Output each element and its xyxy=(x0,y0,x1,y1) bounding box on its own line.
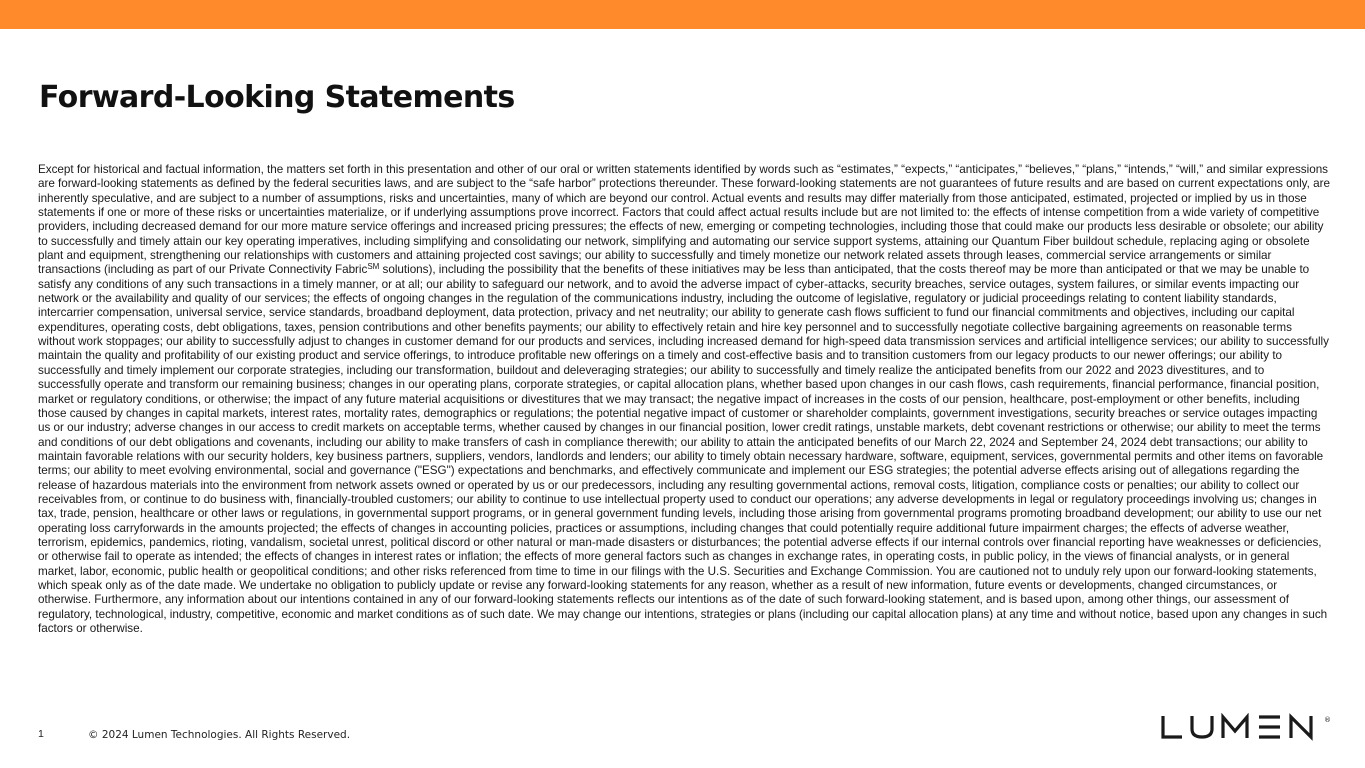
top-accent-bar xyxy=(0,0,1365,29)
logo-letter-m xyxy=(1223,717,1247,738)
logo-letter-n xyxy=(1291,716,1311,738)
body-text-part-1: Except for historical and factual information, the matters set forth in this presentation and other of our oral or written statements identified by words such as “estimates,” “expects,” “anticipates,” “believes,” “plans,” “intends,” “will,” and similar expressions are forward-looking statements as defined by the federal securities laws, and are subject to the “safe harbor” protections thereunder. These forward-looking statements are not guarantees of future results and are based on current expectations only, are inherently speculative, and are subject to a number of assumptions, risks and uncertainties, many of which are beyond our control. Actual events and results may differ materially from those anticipated, estimated, projected or implied by us in those statements if one or more of these risks or uncertainties materialize, or if underlying assumptions prove incorrect. Factors that could affect actual results include but are not limited to: the effects of intense competition from a wide variety of competitive providers, including decreased demand for our more mature service offerings and increased pricing pressures; the effects of new, emerging or competing technologies, including those that could make our products less desirable or obsolete; our ability to successfully and timely attain our key operating imperatives, including simplifying and consolidating our network, simplifying and automating our service support systems, attaining our Quantum Fiber buildout schedule, replacing aging or obsolete plant and equipment, strengthening our relationships with customers and attaining projected cost savings; our ability to successfully and timely monetize our network related assets through leases, commercial service arrangements or similar transactions (including as part of our Private Connectivity Fabric xyxy=(38,163,1330,277)
body-text-part-2: solutions), including the possibility that the benefits of these initiatives may be less than anticipated, that the costs thereof may be more than anticipated or that we may be unable to satisfy any conditions of any such transactions in a timely manner, or at all; our ability to safeguard our network, and to avoid the adverse impact of cyber-attacks, security breaches, service outages, system failures, or similar events impacting our network or the availability and quality of our services; the effects of ongoing changes in the regulation of the communications industry, including the outcome of legislative, regulatory or judicial proceedings relating to content liability standards, intercarrier compensation, universal service, service standards, broadband deployment, data protection, privacy and net neutrality; our ability to generate cash flows sufficient to fund our financial commitments and objectives, including our capital expenditures, operating costs, debt obligations, taxes, pension contributions and other benefits payments; our ability to effectively retain and hire key personnel and to successfully negotiate collective bargaining agreements on reasonable terms without work stoppages; our ability to successfully adjust to changes in customer demand for our products and services, including increased demand for high-speed data transmission services and artificial intelligence services; our ability to successfully maintain the quality and profitability of our existing product and service offerings, to introduce profitable new offerings on a timely and cost-effective basis and to transition customers from our legacy products to our newer offerings; our ability to successfully and timely implement our corporate strategies, including our transformation, buildout and deleveraging strategies; our ability to successfully and timely realize the anticipated benefits from our 2022 and 2023 divestitures, and to successfully operate and transform our remaining business; changes in our operating plans, corporate strategies, or capital allocation plans, whether based upon changes in our cash flows, cash requirements, financial performance, financial position, market or regulatory conditions, or otherwise; the impact of any future material acquisitions or divestitures that we may transact; the negative impact of increases in the costs of our pension, healthcare, post-employment or other benefits, including those caused by changes in capital markets, interest rates, mortality rates, demographics or regulations; the potential negative impact of customer or shareholder complaints, government investigations, security breaches or service outages impacting us or our industry; adverse changes in our access to credit markets on acceptable terms, whether caused by changes in our financial position, lower credit ratings, unstable markets, debt covenant restrictions or otherwise; our ability to meet the terms and conditions of our debt obligations and covenants, including our ability to make transfers of cash in compliance therewith; our ability to attain the anticipated benefits of our March 22, 2024 and September 24, 2024 debt transactions; our ability to maintain favorable relations with our security holders, key business partners, suppliers, vendors, landlords and lenders; our ability to timely obtain necessary hardware, software, equipment, services, governmental permits and other items on favorable terms; our ability to meet evolving environmental, social and governance ("ESG") expectations and benchmarks, and effectively communicate and implement our ESG strategies; the potential adverse effects arising out of allegations regarding the release of hazardous materials into the environment from network assets owned or operated by us or our predecessors, including any resulting governmental actions, removal costs, litigation, compliance costs or penalties; our ability to collect our receivables from, or continue to do business with, financially-troubled customers; our ability to continue to use intellectual property used to conduct our operations; any adverse developments in legal or regulatory proceedings involving us; changes in tax, trade, pension, healthcare or other laws or regulations, in governmental support programs, or in general government funding levels, including those arising from governmental programs promoting broadband development; our ability to use our net operating loss carryforwards in the amounts projected; the effects of changes in accounting policies, practices or assumptions, including changes that could potentially require additional future impairment charges; the effects of adverse weather, terrorism, epidemics, pandemics, rioting, vandalism, societal unrest, political discord or other natural or man-made disasters or disturbances; the potential adverse effects if our internal controls over financial reporting have weaknesses or deficiencies, or otherwise fail to operate as intended; the effects of changes in interest rates or inflation; the effects of more general factors such as changes in exchange rates, in operating costs, in public policy, in the views of financial analysts, or in general market, labor, economic, public health or geopolitical conditions; and other risks referenced from time to time in our filings with the U.S. Securities and Exchange Commission. You are cautioned not to unduly rely upon our forward-looking statements, which speak only as of the date made. We undertake no obligation to publicly update or revise any forward-looking statements for any reason, whether as a result of new information, future events or developments, changed circumstances, or otherwise. Furthermore, any information about our intentions contained in any of our forward-looking statements reflects our intentions as of the date of such forward-looking statement, and is based upon, among other things, our assessment of regulatory, technological, industry, competitive, economic and market conditions as of such date. We may change our intentions, strategies or plans (including our capital allocation plans) at any time and without notice, based upon any changes in such factors or otherwise. xyxy=(38,263,1329,635)
service-mark-superscript: SM xyxy=(367,262,380,272)
logo-letter-u xyxy=(1192,716,1212,737)
copyright-notice: © 2024 Lumen Technologies. All Rights Reserved. xyxy=(88,729,351,741)
logo-letter-l xyxy=(1163,716,1182,737)
registered-mark: ® xyxy=(1324,716,1331,724)
logo-letter-e xyxy=(1259,717,1280,737)
slide-title: Forward-Looking Statements xyxy=(39,80,515,115)
forward-looking-statement-body xyxy=(38,163,1330,636)
lumen-logo xyxy=(1160,713,1332,741)
page-number: 1 xyxy=(38,728,44,740)
